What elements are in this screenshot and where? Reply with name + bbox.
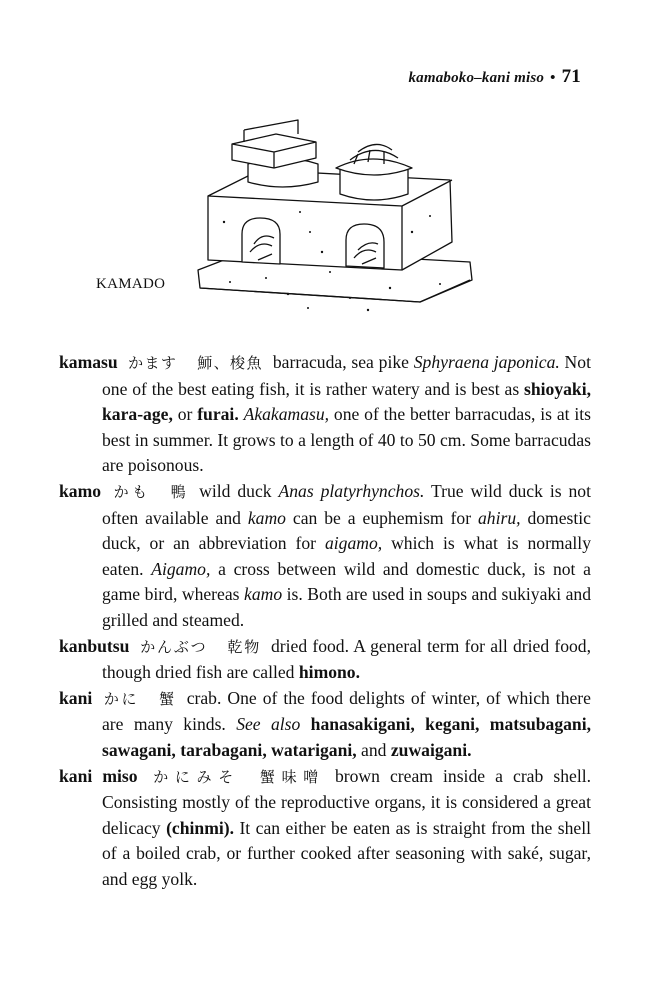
definition-segment: Akakamasu, [243, 404, 330, 425]
definition-segment: wild duck [199, 480, 279, 501]
definition-segment: or [172, 404, 198, 425]
entry-kanji: 蟹味噌 [259, 767, 325, 786]
definition-segment: himono. [298, 662, 360, 683]
definition-segment [300, 714, 310, 734]
definition-segment: which is what is normally eaten. [102, 533, 591, 579]
page-number: 71 [561, 66, 581, 87]
entry-kanbutsu [59, 634, 591, 686]
definition-segment: Anas platyrhynchos. [278, 480, 425, 501]
definition-segment: furai. [197, 404, 239, 425]
entry-kana: かんぶつ [139, 637, 208, 656]
definition-segment: Not one of the best eating fish, it is rather watery and is best as [102, 352, 591, 399]
definition-segment: brown cream inside a crab shell. Consisting mostly of the reproductive organs, it is considered a great delicacy [102, 765, 591, 838]
definition-segment: Aigamo, [151, 558, 211, 579]
entry-headword: kamasu [59, 352, 118, 372]
definition-segment: can be a euphemism for [285, 507, 478, 528]
definition-segment: It can either be eaten as is straight from the shell of a boiled crab, or further cooked after seasoning with saké, sugar, and egg yolk. [102, 817, 591, 889]
entry-kana: かに [102, 689, 140, 708]
glossary-entries [59, 350, 591, 892]
entry-kani [59, 686, 591, 764]
entry-kana: かにみそ [147, 767, 240, 786]
entry-headword: kanbutsu [59, 635, 130, 656]
figure-caption: KAMADO [96, 276, 166, 292]
entry-kana: かも [111, 482, 151, 501]
definition-segment: a cross between wild and domestic duck, is not a game bird, whereas [102, 558, 591, 605]
definition-segment: See also [236, 714, 301, 735]
entry-headword: kani [59, 687, 93, 708]
definition-segment: Sphyraena japonica. [413, 352, 560, 372]
definition-segment: (chinmi). [166, 817, 234, 838]
header-bullet: • [550, 70, 556, 86]
definition-segment: zuwaigani. [390, 739, 472, 760]
definition-segment: domestic duck, or an abbreviation for [102, 507, 591, 554]
entry-kanji: 乾物 [227, 637, 261, 656]
entry-headword: kamo [59, 480, 102, 501]
entry-kani-miso [59, 764, 591, 893]
definition-segment: shioyaki, kara-age, [102, 378, 591, 425]
definition-segment: True wild duck is not often available and [102, 480, 591, 528]
definition-segment: one of the better barracudas, is at its best in summer. It grows to a length of 40 to 50 cm. Some barracudas are poisonous. [102, 404, 592, 476]
definition-segment: barracuda, sea pike [272, 352, 414, 372]
definition-segment: and [356, 739, 391, 760]
definition-segment: crab. One of the food delights of winter, of which there are many kinds. [102, 687, 591, 735]
entry-kamasu [59, 350, 591, 479]
definition-segment: kamo [247, 507, 286, 528]
entry-definition [102, 481, 591, 630]
entry-kanji: 鴨 [170, 482, 190, 501]
entry-kanji: 蟹 [159, 689, 177, 708]
entry-kamo [59, 479, 591, 634]
kamado-illustration [190, 112, 480, 327]
entry-kanji: 魳、梭魚 [197, 354, 263, 372]
running-title: kamaboko–kani miso [408, 70, 545, 86]
definition-segment: kamo [244, 584, 283, 605]
definition-segment: aigamo, [324, 533, 383, 554]
entry-kana: かます [127, 354, 178, 372]
definition-segment: hanasakigani, kegani, matsubagani, sawagani, tarabagani, watarigani, [102, 714, 591, 760]
definition-segment: is. Both are used in soups and sukiyaki and grilled and steamed. [102, 584, 592, 630]
entry-headword: kani miso [59, 765, 138, 786]
running-header [408, 66, 581, 88]
definition-segment: dried food. A general term for all dried food, though dried fish are called [102, 635, 591, 683]
definition-segment: ahiru, [478, 507, 521, 528]
